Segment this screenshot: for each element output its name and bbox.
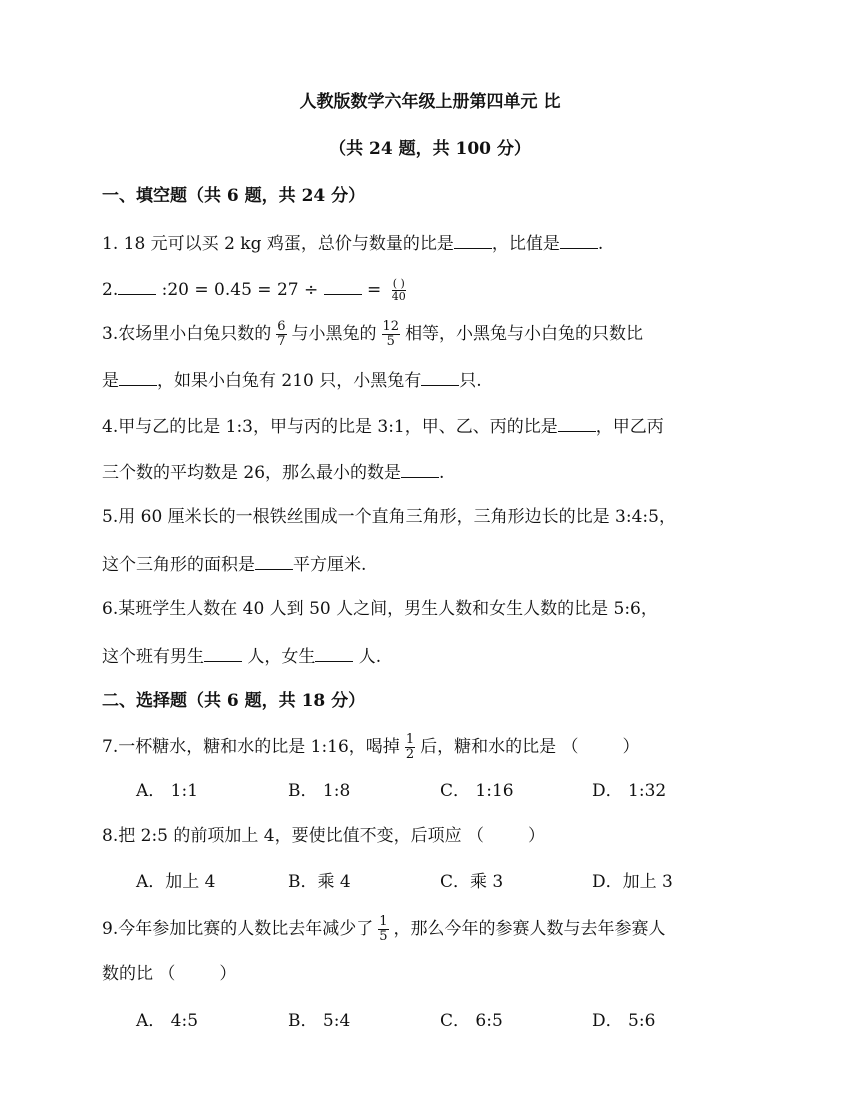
q3-text: 是: [102, 371, 119, 391]
question-9-line-1: [102, 915, 666, 944]
q6-text: 人.: [353, 647, 382, 667]
answer-blank[interactable]: [560, 230, 598, 249]
section-heading-fill-blank: 一、填空题（共 6 题，共 24 分）: [102, 186, 366, 206]
fraction-denominator: 40: [391, 290, 406, 303]
q7-fraction: [405, 733, 415, 762]
q2-fraction: [392, 278, 406, 303]
q8-option-a[interactable]: A．加上 4: [136, 872, 216, 892]
q5-text: 这个三角形的面积是: [102, 555, 255, 575]
q9-text: 9.今年参加比赛的人数比去年减少了: [102, 919, 374, 939]
fraction-numerator: 12: [382, 319, 400, 334]
q4-text: ，甲乙丙: [595, 417, 664, 437]
question-6-line-2: [102, 643, 381, 669]
q3-text: ，如果小白兔有 210 只，小黑兔有: [157, 371, 422, 391]
fraction-denominator: 2: [405, 747, 415, 762]
question-4-line-2: [102, 459, 444, 485]
q6-text: 人，女生: [242, 647, 316, 667]
answer-blank[interactable]: [315, 643, 353, 662]
section-heading-multiple-choice: 二、选择题（共 6 题，共 18 分）: [102, 691, 366, 711]
question-3-line-1: [102, 320, 643, 349]
answer-blank[interactable]: [119, 367, 157, 386]
answer-blank[interactable]: [401, 459, 439, 478]
question-9-line-2: [102, 962, 236, 986]
q7-option-a[interactable]: A． 1:1: [136, 781, 199, 801]
q5-text: 平方厘米.: [293, 555, 367, 575]
question-4-line-1: [102, 413, 664, 439]
q9-fraction: [378, 915, 388, 944]
answer-blank[interactable]: [454, 230, 492, 249]
q3-text: 只.: [459, 371, 482, 391]
q9-option-a[interactable]: A． 4:5: [136, 1011, 199, 1031]
question-5-line-1: 5.用 60 厘米长的一根铁丝围成一个直角三角形，三角形边长的比是 3:4:5，: [102, 507, 676, 527]
q2-text-b: =: [361, 280, 387, 300]
fraction-numerator: 1: [379, 914, 388, 929]
q8-option-d[interactable]: D．加上 3: [592, 872, 673, 892]
answer-blank[interactable]: [204, 643, 242, 662]
document-title: 人教版数学六年级上册第四单元 比: [299, 92, 561, 112]
question-6-line-1: 6.某班学生人数在 40 人到 50 人之间，男生人数和女生人数的比是 5:6，: [102, 599, 658, 619]
q8-text: ）: [528, 826, 546, 846]
q8-text: 8.把 2:5 的前项加上 4，要使比值不变，后项应 （: [102, 826, 485, 846]
fraction-numerator: 1: [405, 732, 415, 747]
q9-option-d[interactable]: D． 5:6: [592, 1011, 656, 1031]
q9-text: 数的比 （: [102, 964, 176, 984]
fraction-denominator: 7: [277, 334, 286, 349]
fraction-numerator[interactable]: ( ): [392, 277, 405, 290]
question-1: [102, 230, 603, 256]
q3-text: 与小黑兔的: [291, 324, 377, 344]
q7-option-d[interactable]: D． 1:32: [592, 781, 667, 801]
q4-text: 三个数的平均数是 26，那么最小的数是: [102, 463, 402, 483]
q9-text: ）: [219, 964, 237, 984]
q9-option-c[interactable]: C． 6:5: [440, 1011, 503, 1031]
q3-fraction-1: [276, 320, 286, 349]
q4-text: .: [439, 463, 445, 483]
question-2: [102, 276, 411, 303]
question-5-line-2: [102, 551, 366, 577]
question-7: [102, 733, 640, 762]
fraction-numerator: 6: [277, 319, 286, 334]
answer-blank[interactable]: [558, 413, 596, 432]
q6-text: 这个班有男生: [102, 647, 204, 667]
q3-text: 3.农场里小白兔只数的: [102, 324, 272, 344]
fraction-denominator: 5: [379, 929, 388, 944]
q2-number: 2.: [102, 280, 119, 300]
q9-option-b[interactable]: B． 5:4: [288, 1011, 351, 1031]
q1-text-mid: ，比值是: [491, 234, 560, 254]
q4-text: 4.甲与乙的比是 1:3，甲与丙的比是 3:1，甲、乙、丙的比是: [102, 417, 558, 437]
q1-text: 1. 18 元可以买 2 kg 鸡蛋，总价与数量的比是: [102, 234, 454, 254]
q9-text: ，那么今年的参赛人数与去年参赛人: [393, 919, 666, 939]
q3-fraction-2: [382, 320, 401, 349]
q7-text: ）: [622, 737, 640, 757]
question-3-line-2: [102, 367, 482, 393]
q7-text: 7.一杯糖水，糖和水的比是 1:16，喝掉: [102, 737, 400, 757]
answer-blank[interactable]: [255, 551, 293, 570]
answer-blank[interactable]: [421, 367, 459, 386]
q7-option-b[interactable]: B． 1:8: [288, 781, 351, 801]
q7-option-c[interactable]: C． 1:16: [440, 781, 514, 801]
answer-blank[interactable]: [324, 276, 362, 295]
answer-blank[interactable]: [118, 276, 156, 295]
fraction-denominator: 5: [386, 334, 395, 349]
q3-text: 相等，小黑兔与小白兔的只数比: [405, 324, 644, 344]
document-subtitle: （共 24 题，共 100 分）: [329, 139, 531, 159]
q8-option-c[interactable]: C．乘 3: [440, 872, 504, 892]
question-8: [102, 824, 545, 848]
q1-text-end: .: [597, 234, 604, 254]
q7-text: 后，糖和水的比是 （: [420, 737, 579, 757]
q2-text-a: :20 = 0.45 = 27 ÷: [156, 280, 324, 300]
q8-option-b[interactable]: B．乘 4: [288, 872, 351, 892]
